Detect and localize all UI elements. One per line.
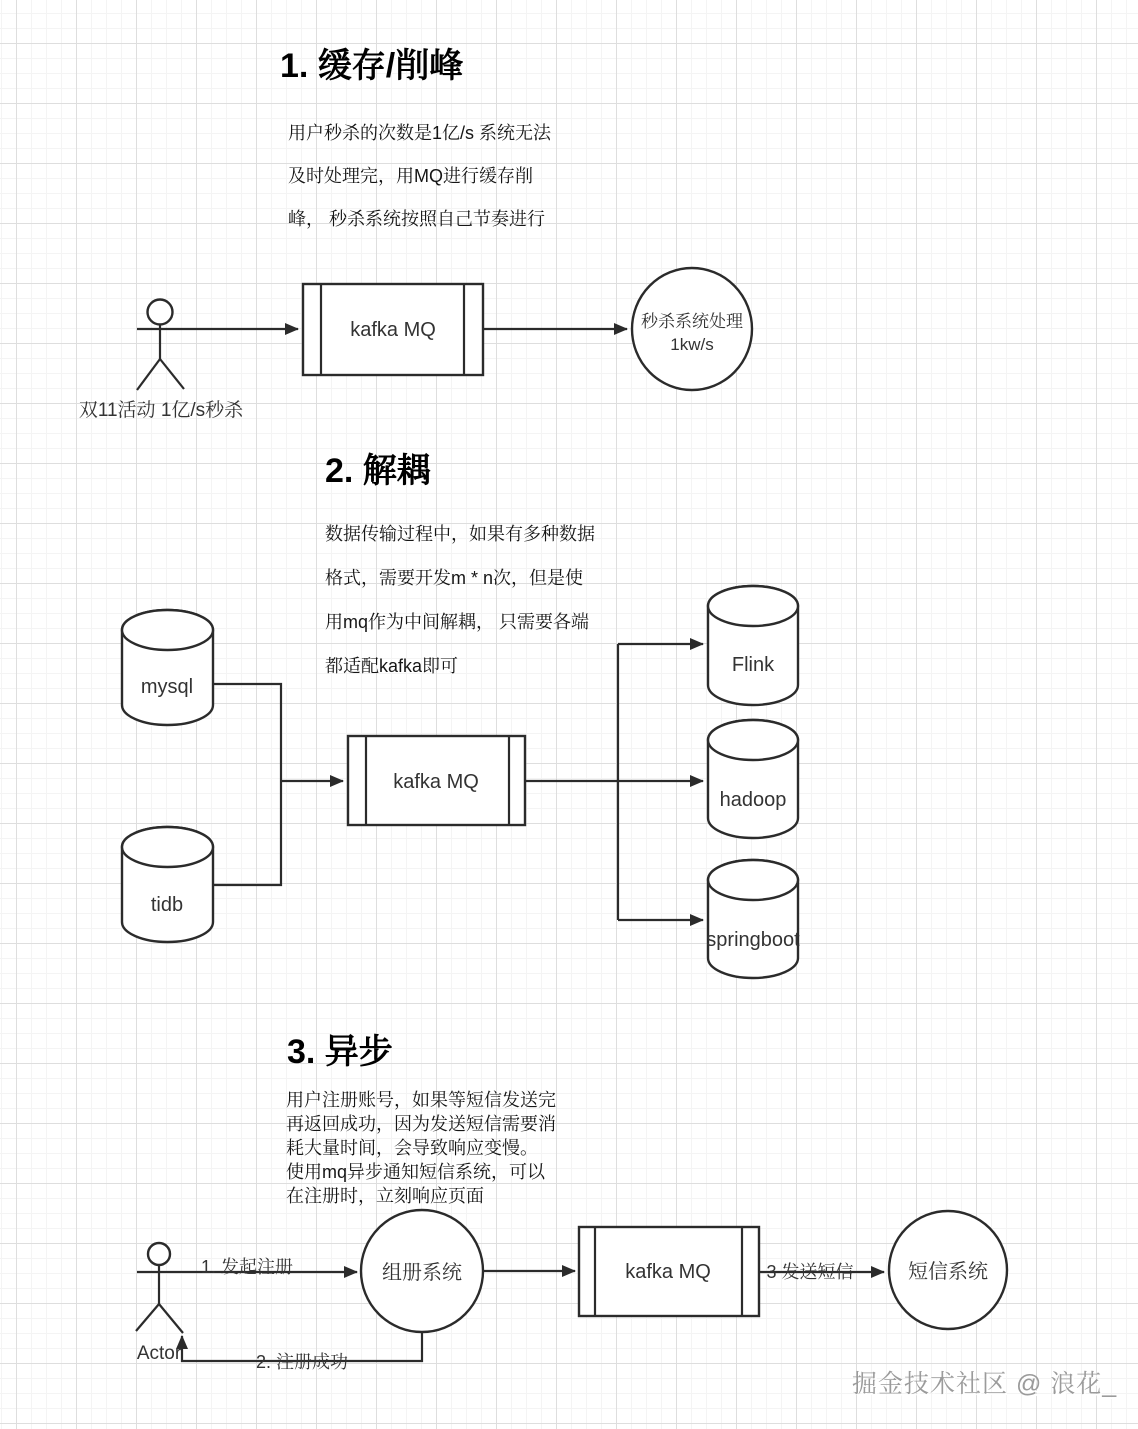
seckill-system-node (632, 268, 752, 390)
body-line: 用户注册账号，如果等短信发送完 (286, 1090, 556, 1110)
body-line: 在注册时，立刻响应页面 (286, 1186, 484, 1206)
body-line: 使用mq异步通知短信系统，可以 (286, 1162, 546, 1182)
actor-figure-register (136, 1243, 183, 1333)
register-system-node (361, 1210, 483, 1332)
body-line: 都适配kafka即可 (325, 656, 459, 676)
kafka-queue-node-2 (348, 736, 525, 825)
cylinder-top (122, 610, 213, 650)
section3-title: 3. 异步 (287, 1033, 393, 1071)
body-line: 用mq作为中间解耦， 只需要各端 (325, 612, 590, 632)
body-line: 及时处理完，用MQ进行缓存削 (288, 166, 533, 186)
db-flink (708, 586, 798, 705)
register-system-label: 组册系统 (382, 1262, 462, 1284)
body-line: 耗大量时间，会导致响应变慢。 (286, 1138, 538, 1158)
db-springboot (706, 860, 800, 978)
body-line: 用户秒杀的次数是1亿/s 系统无法 (288, 123, 552, 143)
cylinder-top (708, 860, 798, 900)
kafka-queue-node-3 (579, 1227, 759, 1316)
section2-title: 2. 解耦 (325, 452, 431, 490)
seckill-label-line1: 秒杀系统处理 (641, 312, 743, 331)
body-line: 再返回成功，因为发送短信需要消 (286, 1114, 556, 1134)
actor-head (148, 1243, 170, 1265)
actor-head (148, 300, 173, 325)
actor-seckill-label: 双11活动 1亿/s秒杀 (78, 400, 244, 421)
cylinder-top (122, 827, 213, 867)
diagram-decoupling (122, 586, 800, 978)
db-hadoop-label: hadoop (719, 789, 787, 811)
actor-leg-right (159, 1304, 183, 1333)
kafka-queue-node-1 (303, 284, 483, 375)
diagram-async (136, 1210, 1007, 1372)
sms-system-label: 短信系统 (908, 1261, 988, 1283)
body-line: 峰， 秒杀系统按照自己节奏进行 (288, 209, 545, 229)
actor-leg-left (136, 1304, 159, 1331)
cylinder-top (708, 720, 798, 760)
connector-sources-join (213, 684, 281, 885)
kafka-queue-3-label: kafka MQ (625, 1261, 711, 1283)
seckill-label-line2: 1kw/s (670, 335, 714, 354)
body-line: 数据传输过程中，如果有多种数据 (325, 524, 595, 544)
actor-leg-left (137, 359, 160, 390)
db-mysql (122, 610, 213, 725)
watermark: 掘金技术社区 @ 浪花_ (852, 1370, 1118, 1398)
actor-register-label: Actor (136, 1343, 182, 1364)
actor-figure-seckill (137, 300, 184, 391)
db-tidb-label: tidb (150, 894, 184, 916)
diagram-cache-peak (79, 268, 752, 421)
db-mysql-label: mysql (140, 676, 194, 698)
step1-label: 1. 发起注册 (200, 1257, 294, 1277)
step3-label: 3 发送短信 (766, 1262, 854, 1282)
actor-leg-right (160, 359, 184, 389)
db-springboot-label: springboot (706, 929, 800, 951)
body-line: 格式，需要开发m * n次，但是使 (325, 568, 584, 588)
kafka-queue-2-label: kafka MQ (393, 771, 479, 793)
section1-title: 1. 缓存/削峰 (280, 47, 464, 85)
cylinder-top (708, 586, 798, 626)
db-flink-label: Flink (731, 654, 775, 676)
kafka-queue-1-label: kafka MQ (350, 319, 436, 341)
sms-system-node (889, 1211, 1007, 1329)
db-hadoop (708, 720, 798, 838)
step2-label: 2. 注册成功 (255, 1352, 349, 1372)
db-tidb (122, 827, 213, 942)
